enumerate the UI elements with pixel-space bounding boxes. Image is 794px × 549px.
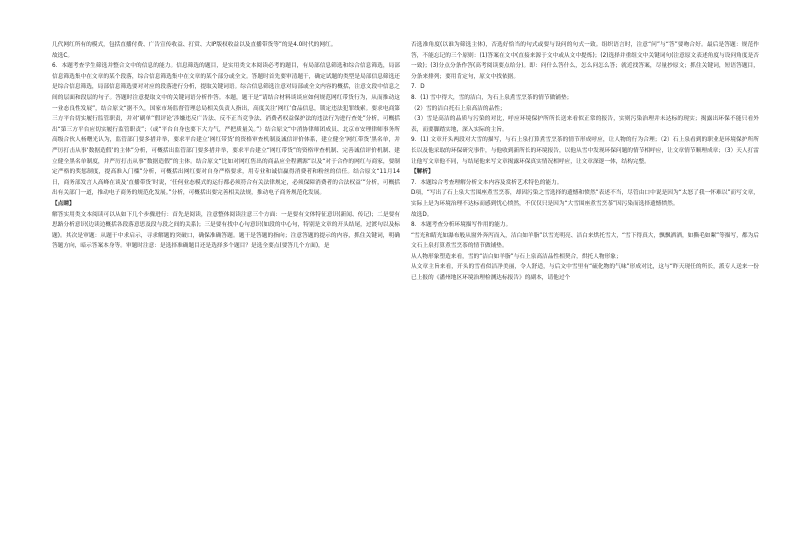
paragraph: （3）雪是高洁的品质与污染的对比，呼应环境保护所所长送来看似正常的报告，实则污染治理并未达标的现实；揭露出环保不能只看外表，而要脚踏实地，深入实际的主旨。 bbox=[411, 116, 759, 133]
section-heading: 【点睛】 bbox=[52, 200, 75, 207]
paragraph: 从人物形象塑造来看，雪的“洁白如羊脂”与石上泉高洁品性相契合，烘托人物形象； bbox=[411, 253, 622, 260]
paragraph: 7．本题综合考查理解分析文本内容及赏析艺术特色的能力。 bbox=[411, 179, 563, 186]
answer-line: 8．(1) 雪中得大，雪的洁白，为石上泉煮雪烹茶的情节做铺垫； bbox=[411, 94, 573, 101]
right-column bbox=[411, 40, 759, 284]
paragraph: 否选准角度(以谁为筛选主体)，否选好恰当的句式或要与设问的句式一致。组织语言时，注意“问”与“答”要吻合好。最后是答题：规范作答，不能忘记的三个原则：(1)答案在文中(直接来源于文中或从文中提炼)；(2)选择并重组文中关键词句(注意原文表述角度与设问角度是否一致)；(3)分点分条作答(高考阅读要点给分)。即：问什么答什么，怎么问怎么答；就近找答案，尽量抄原文；抓住关键词，短语答题目，分条来排列；要用肯定句，原文中找依据。 bbox=[411, 42, 759, 80]
left-column bbox=[52, 40, 400, 252]
paragraph: “雪光和睛光如瀑布般从窗外奔泻而入，洁白如羊脂”以雪光明亮、洁白来烘托雪大，“雪下得真大，飘飘洒洒，如撕毛如絮”等描写，都为后文石上泉打算煮雪烹茶的情节做铺垫。 bbox=[411, 232, 759, 250]
answer-line: 7．D bbox=[411, 84, 425, 91]
paragraph: 故选C。 bbox=[52, 52, 74, 59]
paragraph: 解答实用类文本阅读可以从如下几个步骤进行：首先是阅读，注意整体阅读注意三个方面：一是要有文体特征意识(新闻、传记)；二是要有思路分析意识(边读边概括各段落意思及段与段之间的关系)；三是要有找中心句意识(如段的中心句，特别是文章的开头结尾，过渡句以及标题)。其次是审题：从题干中求启示，寻求解题的突破口，确保准确答题。题干是答题的指向；注意答题的提示的内容，抓住关键词，明确答题方向，暗示答案本身等。审题时注意：是选择准确题目还是选择多个题目？是选全要点(要答几个方面)，是 bbox=[52, 211, 400, 250]
answer-line: 故选D。 bbox=[411, 211, 433, 218]
paragraph: 6．本题考查学生筛选并整合文中的信息的能力。信息筛选的题目，是实用类文本阅读必考的题目，有局部信息筛选和综合信息筛选，局部信息筛选集中在文章的某个段落，综合信息筛选集中在文章的某个部分或全文。答题时首先要审清题干，确定试题的类型是局部信息筛选还是综合信息筛选，局部信息筛选要对对应的段落进行分析，提取关键词语。综合信息筛选注意对局部或全文内容的概括，注意文段中信息之间的层面和段层的句子。答题时注意提取文中的关键词语分析作答。本题，题干是“请结合材料谈谈应如何规范网红带货行为，从而推动这一业态良性发展”，结合原文“据不久，国家市场监督管理总局相关负责人指出，高度关注‘网红’食品信息，锁定违法犯罪线索。要求电商第三方平台切实履行监管职责，并对‘刷单’‘假评论’涉嫌违反广告法、反不正当竞争法、消费者权益保护法的违法行为进行查处”分析，可概括出“第三方平台应切实履行监管职责”；（或“平台自身也要下大力气，严把质量关。”）结合原文“中消协律师团成员、北京市安理律师事务所高级合伙人杨曙光认为，监管部门要多措并举，要求平台建立‘网红带货’的资格审查机制及诚信评价体系，建立健全‘网红带货’黑名单，并严厉打击从事‘数据造假’的主体”分析，可概括出监管部门要多措并举，要求平台建立“网红带货”的资格审查机制、完善诚信评价机制、建立健全黑名单制度，并严厉打击从事“数据造假”的主体。结合原文“比如对网红售出的商品应全程溯源”以及“对于合作的网红与商家，要制定严格的奖惩制度，提高准入门槛”分析，可概括出网红要对自身严格要求，用专业和诚信赢得消费者和粉丝的信任。结合原文“11月14日，商务部发言人高峰在谈及‘直播带货’时说，‘任何业态模式的运行都必须符合有关法律规定，必须保障消费者的合法权益’”分析，可概括出有关部门一道，推动电子商务的规范化发展。”分析，可概括出要完善相关法规，推动电子商务规范化发展。 bbox=[52, 63, 400, 197]
paragraph: D项，“写出了石上泉大雪围座煮雪烹茶，却因污染之雪选择的遗憾和愤然”表述不当，尽管由口中说是因为“太怒了我一怀难以”而写文章，实际上是为环境治理不达标而感到忧心愤然，不仅仅只是因为“大雪围座煮雪烹茶”因污染而选择遗憾愤然。 bbox=[411, 190, 759, 207]
section-heading: 【解析】 bbox=[411, 169, 434, 176]
paragraph: 9．(1) 文章开头两段对大雪的描写，与石上泉打算煮雪烹茶的情节形成呼应，让人物的行为合理；（2）石上泉看到的职业是环境保护所所长以及他采取的环保研究事件，与他收到新所长的环境报告，以他从雪中发现环保问题的情节相呼应，让文章情节顺理成章；（3）天人打雷让他写文章他不同，与结尾他来写文章揭露环保真实情况相呼应，让文章深邃一体，结构完整。 bbox=[411, 137, 759, 165]
paragraph: 几代网红所有的模式，包括直播付费、广告宣传收益、打赏、大IP版权收益以及直播带货等”的是4.0时代的网红。 bbox=[52, 42, 337, 48]
paragraph: 8．本题考查分析环境描写作用的能力。 bbox=[411, 222, 512, 229]
answer-line: （2）雪的洁白托石上泉高洁的品性； bbox=[411, 105, 506, 112]
paragraph: 从文章主旨来看，开头的雪看似洁净美丽，令人舒适，与后文中雪里有“硫化物的气味”形成对比，这与“昨天现任的所长，派专人送来一份已上报的《潘州地区环境治理检测达标报告》的副本，请他过个 bbox=[411, 264, 759, 282]
